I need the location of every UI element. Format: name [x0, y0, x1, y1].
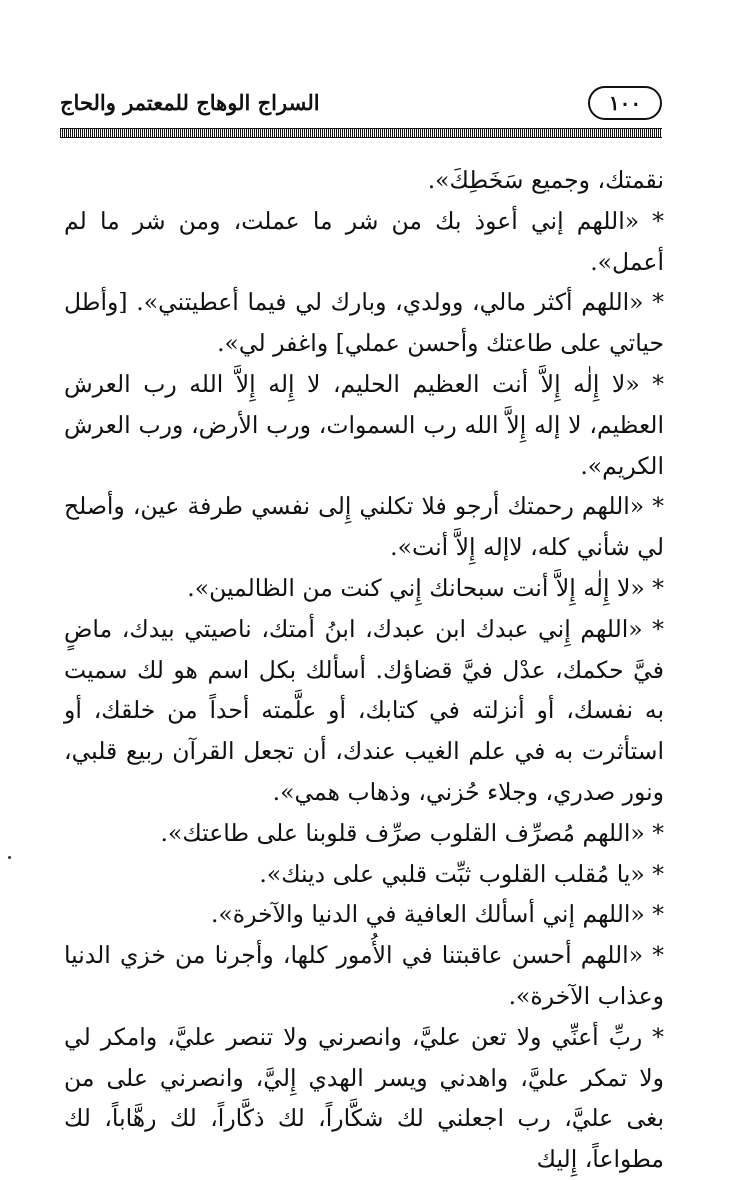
page-body	[64, 160, 664, 1180]
dua-paragraph: * «لا إِلٰه إِلاَّ أنت سبحانك إِني كنت من الظالمين».	[187, 573, 664, 602]
dua-paragraph: * «يا مُقلب القلوب ثبِّت قلبي على دينك».	[259, 859, 664, 888]
dua-paragraph: * «اللهم إني أسألك العافية في الدنيا والآخرة».	[210, 900, 664, 929]
dua-paragraph: * «اللهم رحمتك أرجو فلا تكلني إِلى نفسي طرفة عين، وأصلح لي شأني كله، لاإله إِلاَّ أنت».	[64, 492, 664, 562]
margin-mark	[8, 856, 11, 859]
dua-paragraph: * «اللهم أحسن عاقبتنا في الأُمور كلها، وأجرنا من خزي الدنيا وعذاب الآخرة».	[64, 941, 664, 1010]
dua-paragraph: * «اللهم أكثر مالي، وولدي، وبارك لي فيما أعطيتني». [وأطل حياتي على طاعتك وأحسن عملي] واغفر لي».	[64, 288, 664, 358]
paragraph: نقمتك، وجميع سَخَطِكَ».	[427, 166, 664, 194]
page-header	[60, 86, 662, 128]
dua-paragraph: * «اللهم إِني عبدك ابن عبدك، ابنُ أمتك، ناصيتي بيدك، ماضٍ فيَّ حكمك، عدْل فيَّ قضاؤك. أسألك بكل اسم هو لك سميت به نفسك، أو أنزلته في كتابك، أو علَّمته أحداً من خلقك، أو استأثرت به في علم الغيب عندك، أن تجعل القرآن ربيع قلبي، ونور صدري، وجلاء حُزني، وذهاب همي».	[64, 614, 664, 806]
dua-paragraph: * «لا إِلٰه إِلاَّ أنت العظيم الحليم، لا إِله إِلاَّ الله رب العرش العظيم، لا إله إِلاَّ الله رب السموات، ورب الأرض، ورب العرش الكريم».	[64, 369, 664, 480]
dua-paragraph: * «اللهم مُصرِّف القلوب صرِّف قلوبنا على طاعتك».	[160, 818, 664, 847]
dua-paragraph: * «اللهم إني أعوذ بك من شر ما عملت، ومن شر ما لم أعمل».	[64, 206, 664, 276]
page-number: ١٠٠	[588, 86, 662, 120]
dua-paragraph: * ربِّ أعنِّي ولا تعن عليَّ، وانصرني ولا تنصر عليَّ، وامكر لي ولا تمكر عليَّ، واهدني ويسر الهدي إِليَّ، وانصرني على من بغى عليَّ، رب اجعلني لك شكَّاراً، لك ذكَّاراً، لك رهَّاباً، لك مطواعاً، إِليك	[64, 1022, 664, 1174]
running-title: السراج الوهاج للمعتمر والحاج	[60, 90, 320, 115]
header-rule	[60, 128, 662, 138]
